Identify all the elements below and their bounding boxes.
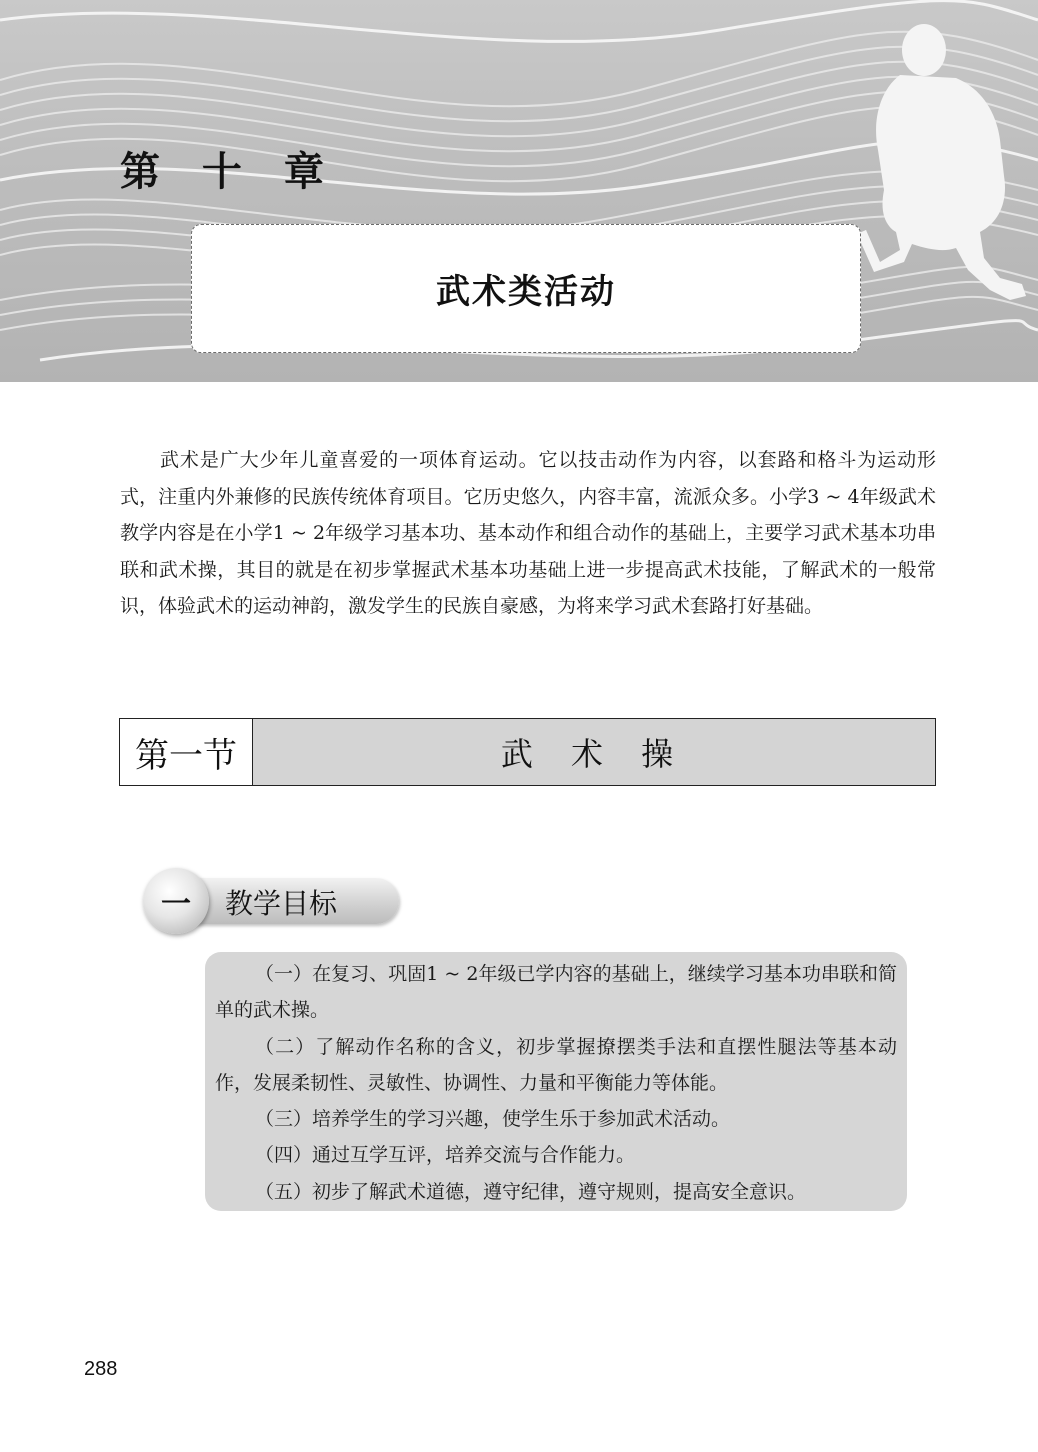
chapter-label: 第 十 章 xyxy=(120,148,338,195)
objective-item: （五）初步了解武术道德，遵守纪律，遵守规则，提高安全意识。 xyxy=(255,1180,807,1203)
subsection-number-badge xyxy=(143,868,209,934)
subsection-heading xyxy=(143,868,403,938)
section-title: 武 术 操 xyxy=(253,719,935,785)
subsection-number: 一 xyxy=(161,887,191,922)
objective-item: （四）通过互学互评，培养交流与合作能力。 xyxy=(255,1144,636,1167)
intro-paragraph: 武术是广大少年儿童喜爱的一项体育运动。它以技击动作为内容，以套路和格斗为运动形式，注重内外兼修的民族传统体育项目。它历史悠久，内容丰富，流派众多。小学3 ~ 4年级武术教学内容是在小学1 ~ 2年级学习基本功、基本动作和组合动作的基础上，主要学习武术基本功串联和武术操，其目的就是在初步掌握武术基本功基础上进一步提高武术技能，了解武术的一般常识，体验武术的运动神韵，激发学生的民族自豪感，为将来学习武术套路打好基础。 xyxy=(120,449,936,617)
chapter-title: 武术类活动 xyxy=(436,272,616,312)
subsection-title: 教学目标 xyxy=(225,887,338,920)
chapter-banner xyxy=(0,0,1038,382)
section-number: 第一节 xyxy=(120,719,253,785)
chapter-title-box xyxy=(191,224,861,353)
objective-item: （三）培养学生的学习兴趣，使学生乐于参加武术活动。 xyxy=(255,1108,731,1131)
objective-item: （二）了解动作名称的含义，初步掌握撩摆类手法和直摆性腿法等基本动作，发展柔韧性、灵敏性、协调性、力量和平衡能力等体能。 xyxy=(215,1035,897,1094)
objectives-box xyxy=(205,952,907,1211)
page-number: 288 xyxy=(84,1358,118,1380)
objective-item: （一）在复习、巩固1 ~ 2年级已学内容的基础上，继续学习基本功串联和简单的武术操。 xyxy=(215,963,897,1022)
section-header xyxy=(119,718,936,786)
